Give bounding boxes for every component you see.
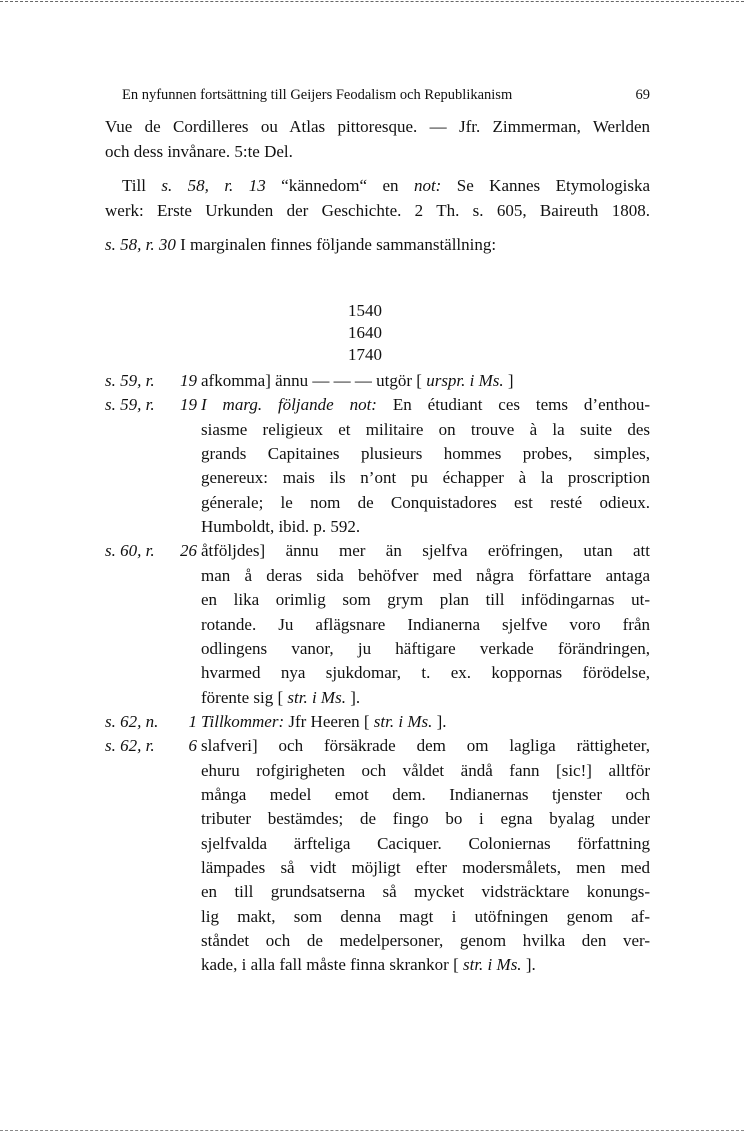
text-segment: ] [507,371,514,390]
text-line [201,734,650,758]
text-segment: str. i Ms. [373,711,433,731]
reference-line: 26 [180,541,197,561]
text-segment: siasme religieux et militaire on trouve à la suite des [201,419,650,439]
text-segment: ]. [350,687,361,707]
text-segment: förente sig [ [201,687,284,707]
text-line [201,515,650,539]
text-segment: rotande. Ju aflägsnare Indianerna sjelfve voro från [201,614,650,634]
text-line [201,442,650,466]
page-top-edge [0,1,744,2]
reference-page: s. 62, n. [105,711,159,731]
text-segment: en till grundsatserna så mycket vidsträcktare konungs- [201,882,650,902]
text-line [201,710,650,734]
page-number: 69 [635,87,650,103]
text-line [201,613,650,637]
text-line [201,856,650,880]
text-segment: slafveri] och försäkrade dem om lagliga rättigheter, [201,736,650,756]
text-segment: ]. [525,955,536,975]
text-segment: str. i Ms. [462,955,522,975]
reference-page: s. 62, r. [105,736,155,756]
text-segment: många medel emot dem. Indianernas tjenster och [201,784,650,804]
text-segment: En étudiant ces tems d’enthou- [392,395,651,415]
year-number: 1540 [348,301,382,320]
text-line [201,832,650,856]
text-line [201,759,650,783]
text-segment: s. 58, r. 13 [161,176,266,195]
text-segment: “kännedom“ en [281,176,414,195]
text-line [105,233,650,257]
text-segment: tributer bestämdes; de fingo bo i egna byalag under [201,809,650,829]
entry-reference [105,710,197,734]
text-line [105,115,650,139]
text-line [201,953,650,977]
running-header [122,87,650,104]
text-segment: ]. [436,711,447,731]
year-number: 1740 [348,345,382,364]
text-segment: not: [413,176,442,195]
text-line [201,588,650,612]
reference-line: 19 [180,395,197,415]
entry-reference [105,539,197,563]
page-bottom-edge [0,1130,744,1131]
reference-line: 19 [180,371,197,390]
text-segment: werk: Erste Urkunden der Geschichte. 2 Th. s. 605, Baireuth 1808. [105,201,650,220]
text-line [201,539,650,563]
text-line [105,140,650,164]
text-line [201,905,650,929]
running-title: En nyfunnen fortsättning till Geijers Feodalism och Republikanism [122,87,513,103]
text-segment: urspr. i Ms. [426,371,504,390]
text-segment: Till [122,176,162,195]
text-segment: Vue de Cordilleres ou Atlas pittoresque. — Jfr. Zimmerman, Werlden [105,117,650,136]
text-line [105,199,650,223]
text-line [201,686,650,710]
reference-line: 1 [188,711,197,731]
text-segment: I marginalen finnes följande sammanställning: [180,235,497,254]
text-segment: lämpades så vidt möjligt efter modersmålets, men med [201,858,650,877]
text-line [201,369,650,393]
entry-reference [105,734,197,758]
text-segment: och dess invånare. 5:te Del. [105,142,293,161]
text-line [201,564,650,588]
text-segment: grands Capitaines plusieurs hommes probes, simples, [201,444,650,464]
text-line [201,491,650,515]
text-segment: lig makt, som denna magt i utöfningen genom af- [201,906,650,926]
text-line [201,418,650,442]
text-line [201,783,650,807]
text-segment: ehuru rofgirigheten och våldet ändå fann [sic!] alltför [201,760,650,780]
text-segment: str. i Ms. [287,687,346,707]
entry-reference [105,393,197,417]
reference-page: s. 60, r. [105,541,155,561]
text-segment: I marg. följande not: [201,395,377,415]
reference-page: s. 59, r. [105,371,155,390]
entry-reference [105,369,197,393]
text-segment: s. 58, r. 30 [105,235,176,254]
reference-line: 6 [188,736,197,756]
text-segment: hvarmed nya sjukdomar, t. ex. koppornas förödelse, [201,663,650,683]
text-segment: genereux: mais ils n’ont pu échapper à la proscription [201,468,650,488]
text-segment: en lika orimlig som grym plan till infödingarnas ut- [201,590,650,610]
text-line [201,807,650,831]
text-segment: génerale; le nom de Conquistadores est resté odieux. [201,492,650,512]
text-segment: Jfr Heeren [ [288,711,370,731]
text-line [201,637,650,661]
text-line [201,880,650,904]
text-line [201,661,650,685]
text-segment: odlingens vanor, ju häftigare verkade förändringen, [201,638,650,658]
text-segment: Humboldt, ibid. p. 592. [201,517,361,537]
text-segment: sjelfvalda ärfteliga Caciquer. Coloniernas författning [201,833,650,853]
text-segment: ståndet och de medelpersoner, genom hvilka den ver- [201,931,650,951]
text-segment: åtföljdes] ännu mer än sjelfva eröfringen, utan att [201,541,650,561]
text-segment: Tillkommer: [201,711,285,731]
text-segment: kade, i alla fall måste finna skrankor [ [201,955,459,975]
year-number: 1640 [348,323,382,342]
text-segment: man å deras sida behöfver med några författare antaga [201,565,650,585]
text-segment: afkomma] ännu — — — utgör [ [201,371,422,390]
text-line [201,929,650,953]
text-segment: Se Kannes Etymologiska [456,176,651,195]
reference-page: s. 59, r. [105,395,155,415]
text-line [122,174,650,198]
text-line [201,466,650,490]
text-line [201,393,650,417]
